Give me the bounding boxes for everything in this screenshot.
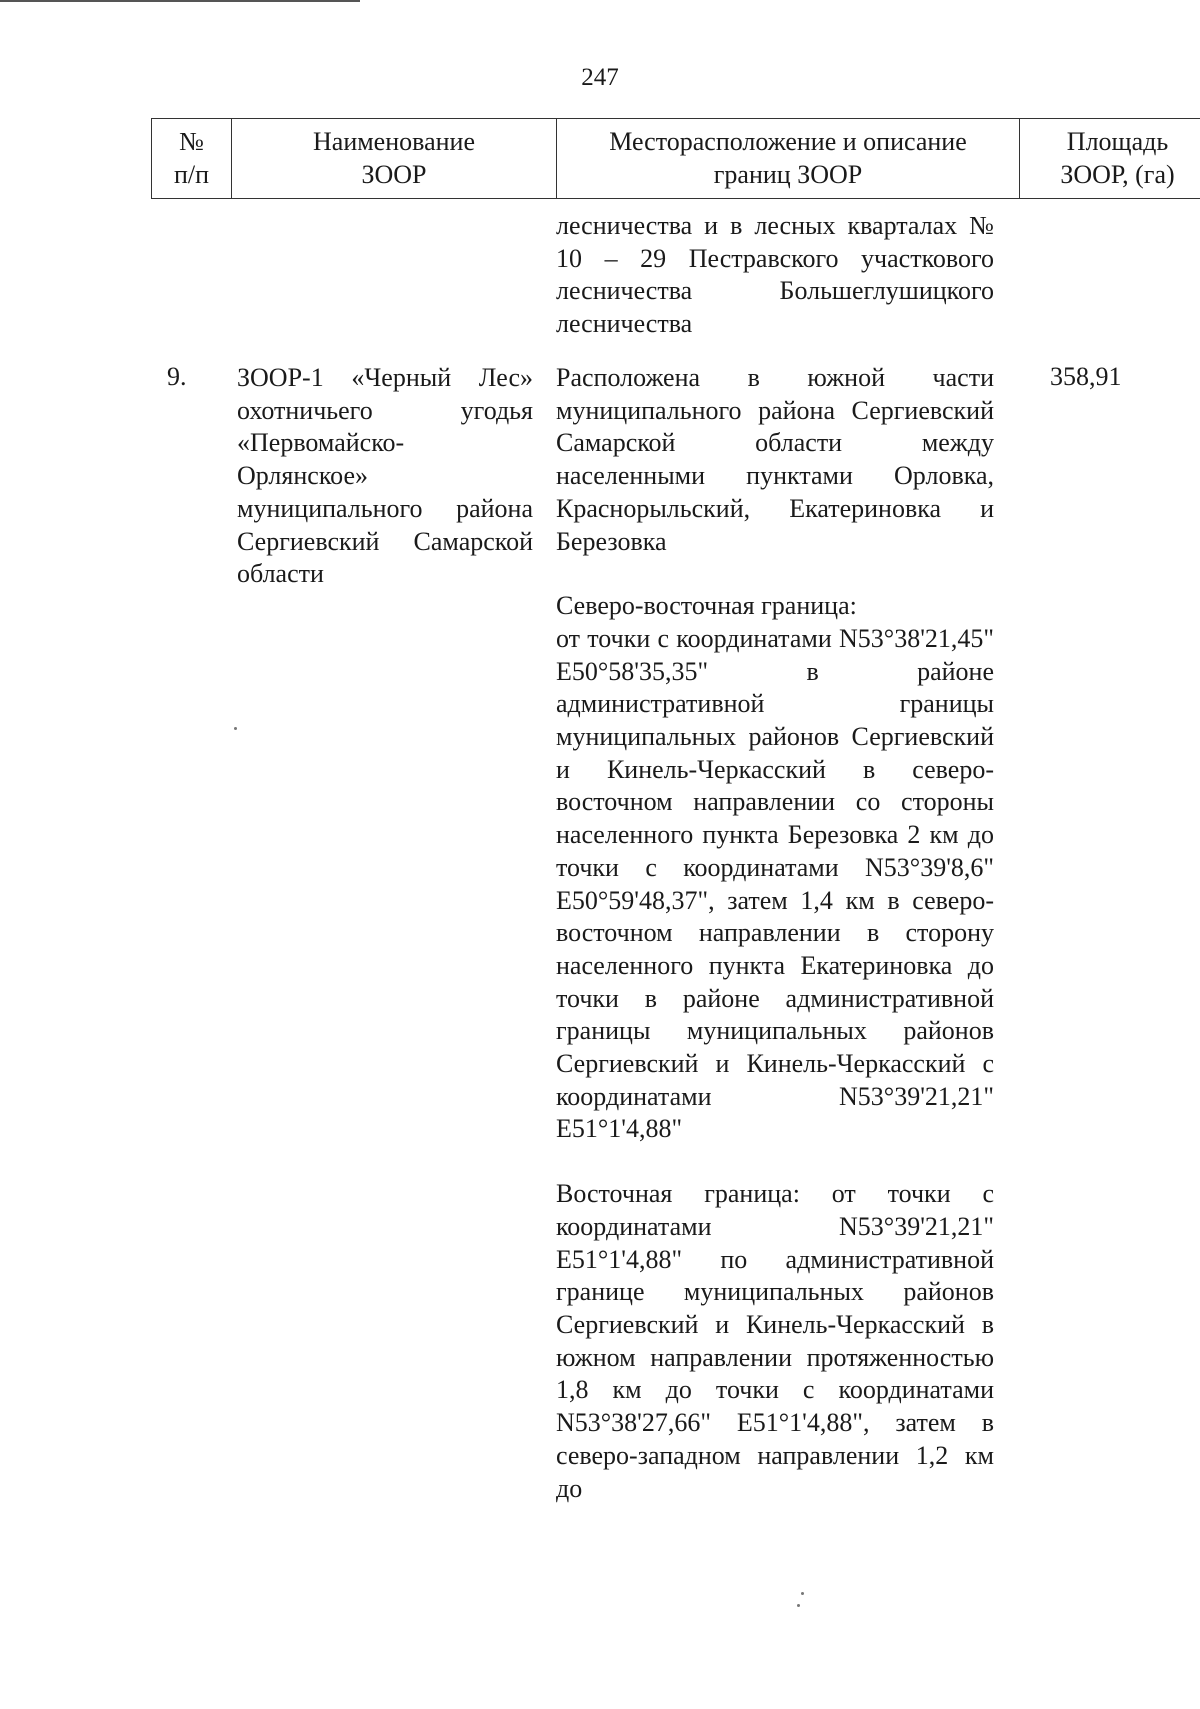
location-paragraph: Расположена в южной части муниципального района Сергиевский Самарской области между населенными пунктами Орловка, Краснорыльский, Екатериновка и Березовка <box>556 363 994 556</box>
header-area-text: Площадь ЗООР, (га) <box>1060 127 1175 189</box>
scan-edge-line <box>0 0 360 2</box>
header-area <box>1020 119 1200 199</box>
scan-speck <box>801 1592 804 1595</box>
table-header <box>151 118 1200 199</box>
scan-speck <box>234 727 237 730</box>
zoor-area-value: 358,91 <box>1050 362 1122 391</box>
header-number-text: № п/п <box>173 127 210 189</box>
east-boundary-paragraph: Восточная граница: от точки с координатами N53°39'21,21" E51°1'4,88" по административной границе муниципальных районов Сергиевский и Кинель-Черкасский в южном направлении протяженностью 1,8 км до точки с координатами N53°38'27,66" E51°1'4,88", затем в северо-западном направлении 1,2 км до <box>556 1179 994 1503</box>
northeast-boundary-paragraph: Северо-восточная граница: от точки с координатами N53°38'21,45" E50°58'35,35" в районе административной границы муниципальных районов Сергиевский и Кинель-Черкасский в северо-восточном направлении со стороны населенного пункта Березовка 2 км до точки с координатами N53°39'8,6" E50°59'48,37", затем 1,4 км в северо-восточном направлении в сторону населенного пункта Екатериновка до точки в районе административной границы муниципальных районов Сергиевский и Кинель-Черкасский с координатами N53°39'21,21" E51°1'4,88" <box>556 591 994 1144</box>
zoor-name: ЗООР-1 «Черный Лес» охотничьего угодья «Первомайско-Орлянское» муниципального района Сергиевский Самарской области <box>237 363 533 589</box>
header-number <box>152 119 232 199</box>
header-name <box>232 119 557 199</box>
row-number: 9. <box>167 362 187 391</box>
scan-speck <box>797 1604 800 1607</box>
continued-description: лесничества и в лесных кварталах № 10 – 29 Пестравского участкового лесничества Большеглушицкого лесничества <box>556 211 994 339</box>
zoor-location-description <box>556 362 994 1505</box>
header-location-text: Месторасположение и описание границ ЗООР <box>609 127 967 189</box>
page-number: 247 <box>581 64 619 91</box>
header-location <box>557 119 1020 199</box>
header-name-text: Наименование ЗООР <box>313 127 475 189</box>
